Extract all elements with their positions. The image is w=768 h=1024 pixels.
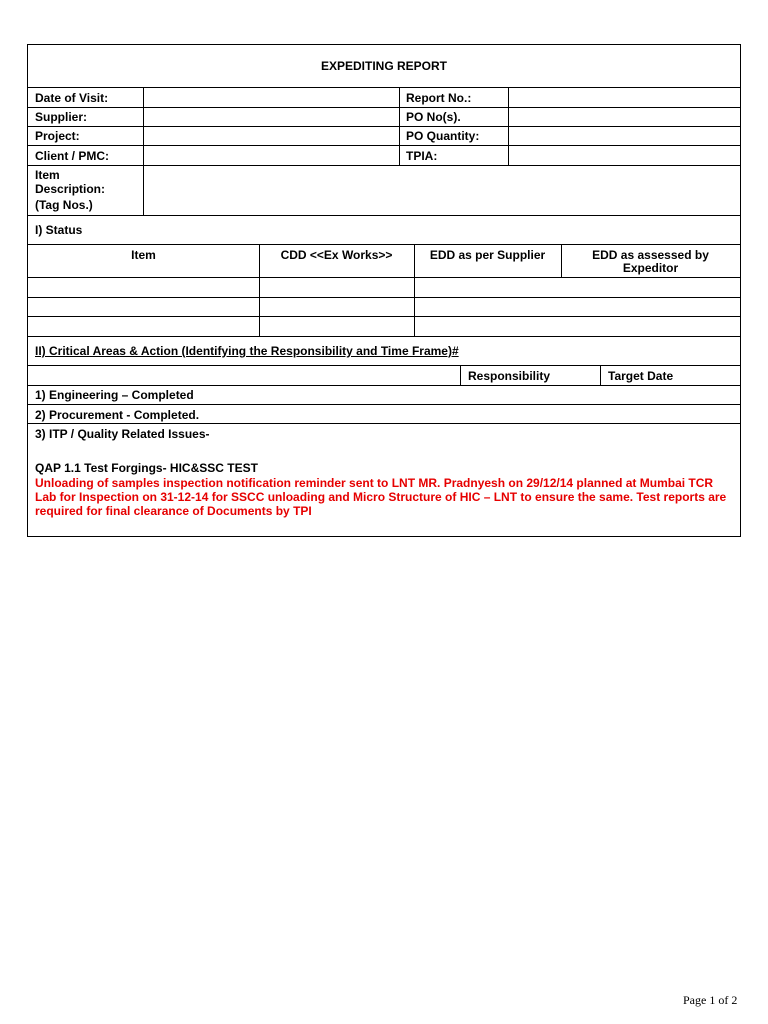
status-col-edd-supplier: EDD as per Supplier (429, 248, 546, 262)
column-rule (399, 87, 400, 165)
row-rule (28, 404, 740, 405)
status-col-cdd: CDD <<Ex Works>> (280, 248, 393, 262)
row-rule (28, 423, 740, 424)
client-pmc-label: Client / PMC: (35, 149, 109, 163)
row-rule (28, 165, 740, 166)
row-rule (28, 215, 740, 216)
report-title: EXPEDITING REPORT (320, 59, 448, 73)
item-description-label-line: Item (35, 168, 60, 182)
row-rule (28, 277, 740, 278)
status-col-edd-expeditor-line: EDD as assessed by (592, 248, 709, 262)
row-rule (28, 126, 740, 127)
project-label: Project: (35, 129, 80, 143)
status-col-edd-expeditor-line: Expeditor (622, 261, 679, 275)
row-rule (28, 87, 740, 88)
target-date-column: Target Date (608, 369, 674, 383)
row-rule (28, 244, 740, 245)
po-nos-label: PO No(s). (406, 110, 461, 124)
item-description-label-line: Description: (35, 182, 106, 196)
column-rule (508, 87, 509, 165)
page-number: Page 1 of 2 (683, 993, 738, 1007)
qap-heading: QAP 1.1 Test Forgings- HIC&SSC TEST (35, 461, 258, 475)
row-rule (28, 336, 740, 337)
date-of-visit-label: Date of Visit: (35, 91, 109, 105)
row-rule (28, 365, 740, 366)
itp-quality-item: 3) ITP / Quality Related Issues- (35, 427, 210, 441)
report-no-label: Report No.: (406, 91, 472, 105)
column-rule (600, 365, 601, 385)
status-section-label: I) Status (35, 223, 83, 237)
tpia-label: TPIA: (406, 149, 438, 163)
qap-note: Unloading of samples inspection notification reminder sent to LNT MR. Pradnyesh on 29/12/14 planned at Mumbai TCR Lab for Inspection on 31-12-14 for SSCC unloading and Micro Structure of HIC – LNT to ensure the same. Test reports are required for final clearance of Documents by TPI (35, 476, 727, 518)
critical-section-label: II) Critical Areas & Action (Identifying the Responsibility and Time Frame)# (35, 344, 459, 358)
po-quantity-label: PO Quantity: (406, 129, 480, 143)
row-rule (28, 316, 740, 317)
item-description-label-line: (Tag Nos.) (35, 198, 93, 212)
row-rule (28, 107, 740, 108)
row-rule (28, 145, 740, 146)
row-rule (28, 385, 740, 386)
procurement-item: 2) Procurement - Completed. (35, 408, 200, 422)
status-col-item: Item (131, 248, 156, 262)
engineering-item: 1) Engineering – Completed (35, 388, 194, 402)
expediting-report-form (27, 44, 741, 537)
column-rule (143, 87, 144, 215)
column-rule (460, 365, 461, 385)
responsibility-column: Responsibility (468, 369, 551, 383)
row-rule (28, 297, 740, 298)
supplier-label: Supplier: (35, 110, 88, 124)
